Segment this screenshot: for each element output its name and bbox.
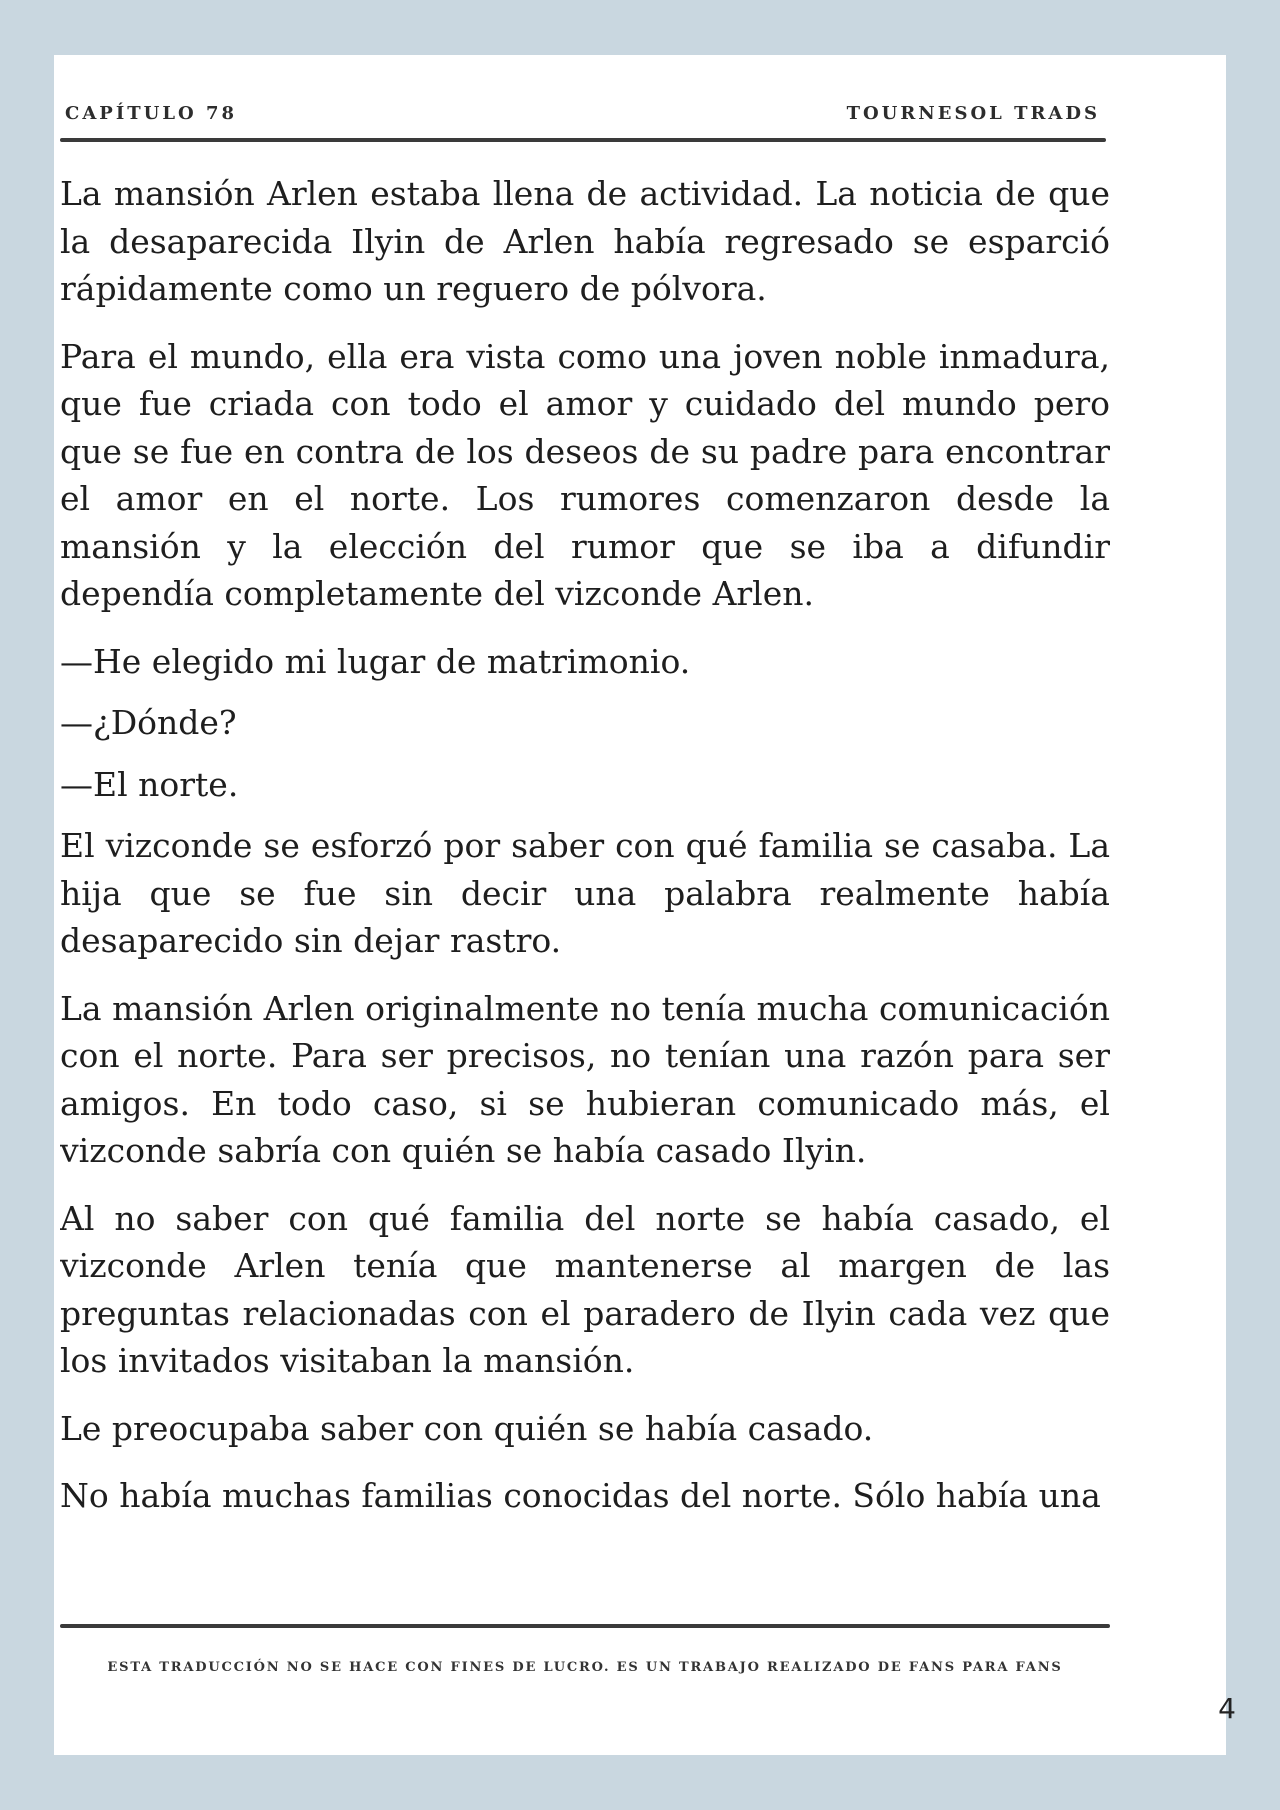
paragraph: El vizconde se esforzó por saber con qué familia se casaba. La hija que se fue sin decir una palabra realmente había desaparecido sin dejar rastro. [60,826,1110,960]
page-number: 4 [1218,1692,1236,1725]
header-divider [60,138,1106,142]
page-header [65,103,1100,125]
paragraph: La mansión Arlen originalmente no tenía mucha comunicación con el norte. Para ser precisos, no tenían una razón para ser amigos. En todo caso, si se hubieran comunicado más, el vizconde sabría con quién se había casado Ilyin. [60,988,1110,1170]
chapter-text [60,170,1110,1570]
footer-divider [60,1624,1110,1628]
chapter-label: CAPÍTULO 78 [65,103,237,124]
dialogue-line: —He elegido mi lugar de matrimonio. [60,641,691,681]
dialogue-line: —El norte. [60,764,239,804]
translator-group-label: TOURNESOL TRADS [846,103,1100,124]
paragraph: La mansión Arlen estaba llena de actividad. La noticia de que la desaparecida Ilyin de Arlen había regresado se esparció rápidamente como un reguero de pólvora. [60,174,1110,308]
footer-disclaimer: ESTA TRADUCCIÓN NO SE HACE CON FINES DE LUCRO. ES UN TRABAJO REALIZADO DE FANS PARA FANS [107,1660,1063,1675]
paragraph: Le preocupaba saber con quién se había casado. [60,1408,874,1448]
paragraph: Para el mundo, ella era vista como una joven noble inmadura, que fue criada con todo el amor y cuidado del mundo pero que se fue en contra de los deseos de su padre para encontrar el amor en el norte. Los rumores comenzaron desde la mansión y la elección del rumor que se iba a difundir dependía completamente del vizconde Arlen. [60,336,1110,613]
paragraph: No había muchas familias conocidas del norte. Sólo había una [60,1476,1101,1515]
dialogue-line: —¿Dónde? [60,703,237,742]
paragraph: Al no saber con qué familia del norte se había casado, el vizconde Arlen tenía que mantenerse al margen de las preguntas relacionadas con el paradero de Ilyin cada vez que los invitados visitaban la mansión. [60,1198,1110,1380]
